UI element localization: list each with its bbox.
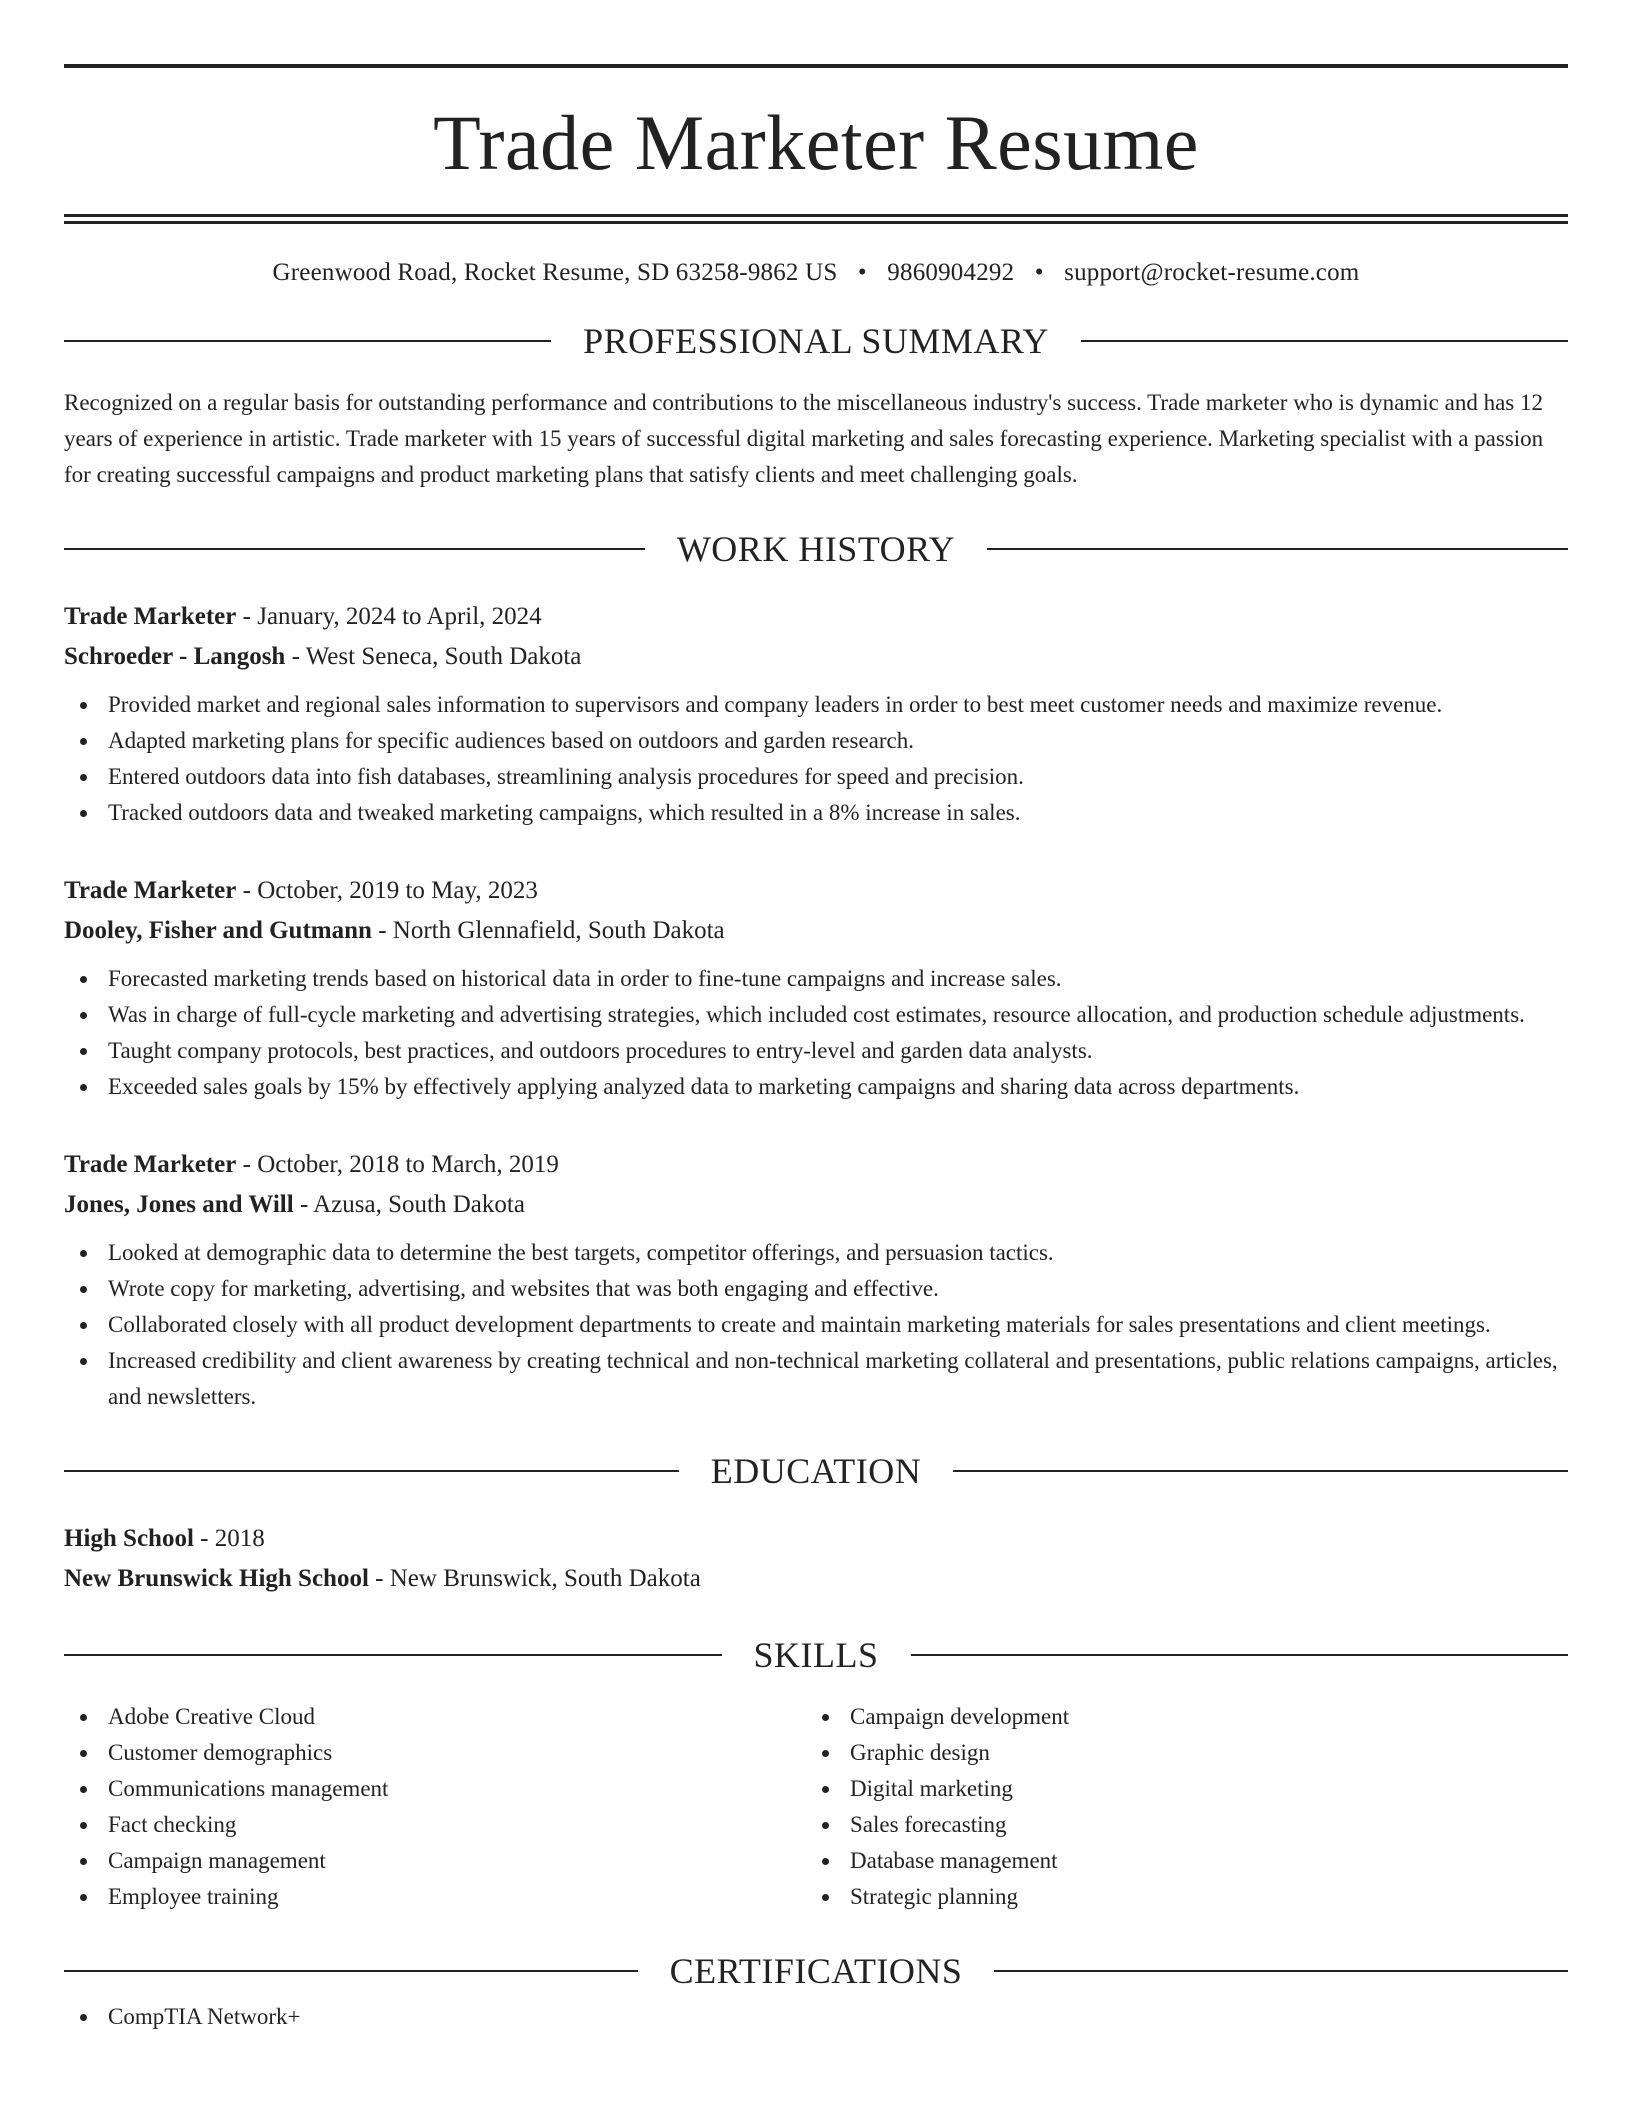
list-item: Forecasted marketing trends based on historical data in order to fine-tune campaigns and increase sales.: [64, 961, 1568, 997]
heading-rule: [64, 1970, 638, 1972]
skill-item: Fact checking: [64, 1807, 806, 1843]
job-title: Trade Marketer: [64, 877, 237, 904]
heading-rule: [953, 1470, 1568, 1472]
education-entry: [64, 1519, 1568, 1599]
job-dates: - October, 2018 to March, 2019: [236, 1151, 559, 1178]
heading-rule: [64, 340, 551, 342]
job-bullets: [64, 1235, 1568, 1415]
top-rule: [64, 64, 1568, 68]
job-entry: [64, 1145, 1568, 1415]
skill-item: Digital marketing: [806, 1771, 1548, 1807]
education-year: - 2018: [193, 1525, 265, 1552]
list-item: Provided market and regional sales information to supervisors and company leaders in order to best meet customer needs and maximize revenue.: [64, 687, 1568, 723]
section-title: CERTIFICATIONS: [669, 1951, 963, 1991]
skills-columns: [64, 1699, 1568, 1915]
contact-email: support@rocket-resume.com: [1064, 259, 1360, 286]
job-title: Trade Marketer: [64, 603, 237, 630]
section-heading-education: [64, 1453, 1568, 1489]
list-item: Collaborated closely with all product development departments to create and maintain marketing materials for sales presentations and client meetings.: [64, 1307, 1568, 1343]
job-dates: - January, 2024 to April, 2024: [236, 603, 542, 630]
job-bullets: [64, 687, 1568, 831]
heading-rule: [911, 1654, 1569, 1656]
section-title: EDUCATION: [710, 1451, 922, 1491]
job-dates: - October, 2019 to May, 2023: [236, 877, 538, 904]
skill-item: Graphic design: [806, 1735, 1548, 1771]
job-company-line: [64, 1185, 1568, 1225]
skill-item: Communications management: [64, 1771, 806, 1807]
summary-text: Recognized on a regular basis for outstanding performance and contributions to the miscellaneous industry's success. Trade marketer who is dynamic and has 12 years of experience in artistic. Trade marketer with 15 years of successful digital marketing and sales forecasting experience. Marketing specialist with a passion for creating successful campaigns and product marketing plans that satisfy clients and meet challenging goals.: [64, 390, 1544, 487]
job-title-line: [64, 597, 1568, 637]
list-item: Wrote copy for marketing, advertising, and websites that was both engaging and effective.: [64, 1271, 1568, 1307]
skill-item: Database management: [806, 1843, 1548, 1879]
contact-line: [64, 260, 1568, 285]
heading-rule: [1081, 340, 1568, 342]
heading-rule: [64, 548, 645, 550]
job-company-line: [64, 911, 1568, 951]
job-entry: [64, 597, 1568, 831]
job-location: - Azusa, South Dakota: [293, 1191, 525, 1218]
education-degree-line: [64, 1519, 1568, 1559]
section-title: SKILLS: [753, 1635, 879, 1675]
list-item: Adapted marketing plans for specific audiences based on outdoors and garden research.: [64, 723, 1568, 759]
list-item: Taught company protocols, best practices, and outdoors procedures to entry-level and garden data analysts.: [64, 1033, 1568, 1069]
skill-item: Customer demographics: [64, 1735, 806, 1771]
education-school: New Brunswick High School: [64, 1565, 369, 1592]
job-bullets: [64, 961, 1568, 1105]
job-company-line: [64, 637, 1568, 677]
skill-item: Campaign development: [806, 1699, 1548, 1735]
section-title: WORK HISTORY: [676, 529, 956, 569]
list-item: Was in charge of full-cycle marketing and advertising strategies, which included cost estimates, resource allocation, and production schedule adjustments.: [64, 997, 1568, 1033]
list-item: Tracked outdoors data and tweaked marketing campaigns, which resulted in a 8% increase in sales.: [64, 795, 1568, 831]
heading-rule: [994, 1970, 1568, 1972]
job-company: Dooley, Fisher and Gutmann: [64, 917, 372, 944]
job-company: Schroeder - Langosh: [64, 643, 286, 670]
job-location: - West Seneca, South Dakota: [285, 643, 582, 670]
skill-item: Employee training: [64, 1879, 806, 1915]
skill-item: Strategic planning: [806, 1879, 1548, 1915]
contact-separator: •: [857, 259, 867, 286]
job-title-line: [64, 1145, 1568, 1185]
heading-rule: [64, 1470, 679, 1472]
heading-rule: [987, 548, 1568, 550]
skill-item: Campaign management: [64, 1843, 806, 1879]
list-item: Exceeded sales goals by 15% by effectively applying analyzed data to marketing campaigns and sharing data across departments.: [64, 1069, 1568, 1105]
contact-separator: •: [1034, 259, 1044, 286]
list-item: Increased credibility and client awareness by creating technical and non-technical marketing collateral and presentations, public relations campaigns, articles, and newsletters.: [64, 1343, 1568, 1415]
title-double-rule: [64, 214, 1568, 224]
section-heading-work-history: [64, 531, 1568, 567]
education-degree: High School: [64, 1525, 194, 1552]
education-school-line: [64, 1559, 1568, 1599]
section-heading-skills: [64, 1637, 1568, 1673]
education-location: - New Brunswick, South Dakota: [368, 1565, 701, 1592]
contact-address: Greenwood Road, Rocket Resume, SD 63258-9862 US: [272, 259, 838, 286]
job-company: Jones, Jones and Will: [64, 1191, 294, 1218]
section-title: PROFESSIONAL SUMMARY: [583, 321, 1049, 361]
job-title: Trade Marketer: [64, 1151, 237, 1178]
skills-left-column: [64, 1699, 806, 1915]
skills-right-column: [806, 1699, 1548, 1915]
job-title-line: [64, 871, 1568, 911]
section-heading-summary: [64, 323, 1568, 359]
list-item: Entered outdoors data into fish databases, streamlining analysis procedures for speed and precision.: [64, 759, 1568, 795]
section-heading-certifications: [64, 1953, 1568, 1989]
certifications-list: [64, 1999, 1568, 2035]
heading-rule: [64, 1654, 722, 1656]
skill-item: Sales forecasting: [806, 1807, 1548, 1843]
certification-item: CompTIA Network+: [64, 1999, 1568, 2035]
page-title: Trade Marketer Resume: [433, 99, 1199, 186]
list-item: Looked at demographic data to determine the best targets, competitor offerings, and persuasion tactics.: [64, 1235, 1568, 1271]
contact-phone: 9860904292: [887, 259, 1015, 286]
skill-item: Adobe Creative Cloud: [64, 1699, 806, 1735]
job-location: - North Glennafield, South Dakota: [371, 917, 725, 944]
job-entry: [64, 871, 1568, 1105]
